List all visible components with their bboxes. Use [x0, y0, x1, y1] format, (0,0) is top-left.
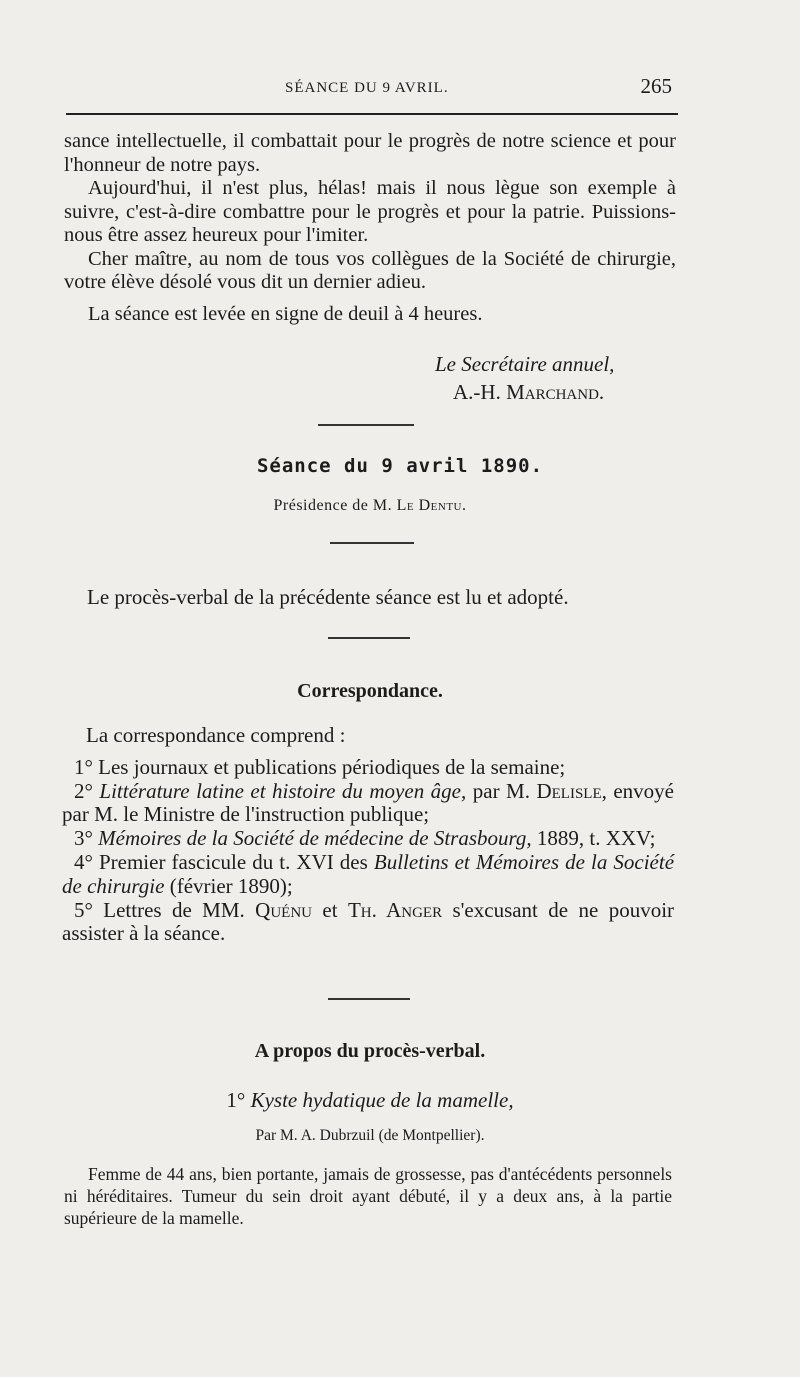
- seance-title: Séance du 9 avril 1890.: [256, 455, 544, 477]
- signature-name: A.-H. Marchand.: [453, 380, 605, 404]
- list-item: 1° Les journaux et publications périodiques de la semaine;: [74, 754, 566, 779]
- proces-verbal-line: Le procès-verbal de la précédente séance est lu et adopté.: [87, 585, 569, 609]
- paragraph: Aujourd'hui, il n'est plus, hélas! mais il nous lègue son exemple à suivre, c'est-à-dire combattre pour le progrès et pour la patrie. Puissions-nous être assez heureux pour l'imiter.: [64, 177, 676, 246]
- paragraph: Femme de 44 ans, bien portante, jamais de grossesse, pas d'antécédents personnels ni héréditaires. Tumeur du sein droit ayant débuté, il y a deux ans, à la partie supérieure de la mamelle.: [64, 1164, 672, 1228]
- correspondance-list: [62, 724, 674, 946]
- case-title: 1° Kyste hydatique de la mamelle,: [226, 1088, 514, 1112]
- paragraph: La séance est levée en signe de deuil à 4 heures.: [88, 302, 483, 325]
- eulogy-text: [64, 130, 676, 326]
- list-item: 3° Mémoires de la Société de médecine de Strasbourg, 1889, t. XXV;: [74, 826, 656, 851]
- list-item: 5° Lettres de MM. Quénu et Th. Anger s'excusant de ne pouvoir assister à la séance.: [62, 897, 675, 946]
- paragraph: sance intellectuelle, il combattait pour le progrès de notre science et pour l'honneur de notre pays.: [64, 130, 676, 176]
- section-divider: [318, 424, 414, 426]
- running-title: SÉANCE DU 9 AVRIL.: [285, 80, 449, 96]
- section-divider: [330, 542, 414, 544]
- propos-heading: A propos du procès-verbal.: [254, 1040, 486, 1062]
- case-description: [64, 1163, 672, 1229]
- list-item: 2° Littérature latine et histoire du moyen âge, par M. Delisle, envoyé par M. le Ministre de l'instruction publique;: [62, 778, 674, 827]
- signature-title: Le Secrétaire annuel,: [435, 352, 615, 376]
- correspondance-heading: Correspondance.: [297, 680, 443, 702]
- list-item: 4° Premier fascicule du t. XVI des Bulletins et Mémoires de la Société de chirurgie (février 1890);: [62, 849, 675, 898]
- section-divider: [328, 637, 410, 639]
- running-header: [0, 74, 800, 104]
- header-rule: [66, 113, 678, 115]
- correspondance-intro: La correspondance comprend :: [86, 723, 346, 747]
- case-author: Par M. A. Dubrzuil (de Montpellier).: [255, 1127, 485, 1144]
- section-divider: [328, 998, 410, 1000]
- paragraph: Cher maître, au nom de tous vos collègues de la Société de chirurgie, votre élève désolé vous dit un dernier adieu.: [64, 247, 676, 293]
- presidence-line: Présidence de M. Le Dentu.: [273, 497, 467, 514]
- page-number: 265: [640, 74, 672, 98]
